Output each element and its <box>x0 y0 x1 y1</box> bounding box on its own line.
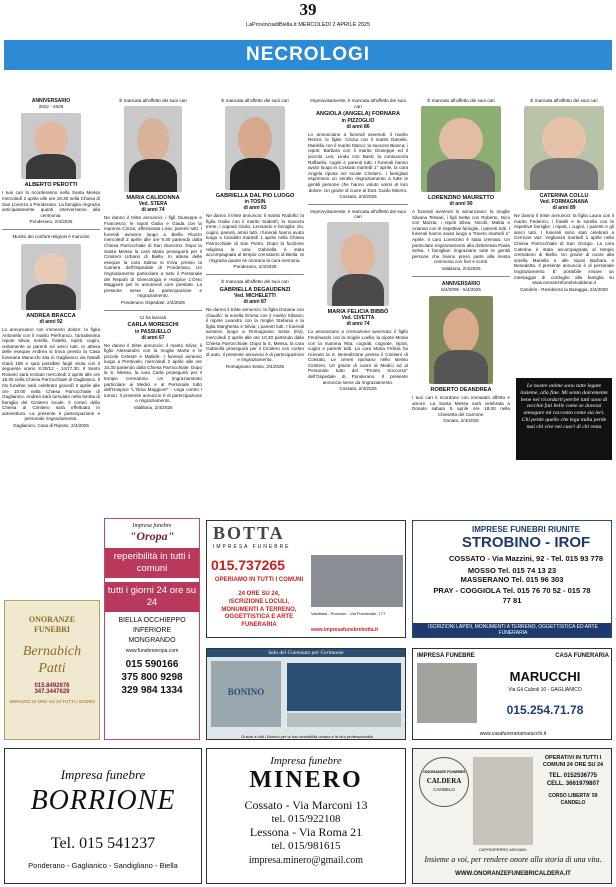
obit-sign: Donato, 2/4/2025 <box>443 418 479 424</box>
photo-lorenzino-mauretto <box>421 106 501 192</box>
ad-minero-t1: tel. 015/922108 <box>271 813 341 825</box>
ad-strobino-name: STROBINO - IROF <box>461 534 591 551</box>
obit-text: Lo annunciano a funerali avvenuti: il marito Renzo; le figlie: Cinzia con il marito Daniele, Mariella con il marito Marco; la suocera Bianca; i nipoti: Barbara con il marito Giuseppe ed il piccolo Leo; Linda con Basti; la consuocera Raffaella; cugini e parenti tutti. I funerali hanno avuto luogo in Cossato martedì 1° aprile, la cara Angela riposa nel locale Cimitero. I famigliari esprimono un sentito ringraziamento a tutte le gentili persone che hanno voluto unirsi al loro dolore. Un grazie di cuore al Dott. Guido Minero. <box>308 131 408 193</box>
obit-name: MARIA CALIDONNA <box>126 194 180 201</box>
ad-borrione-title: Impresa funebre <box>60 767 146 782</box>
ad-strobino <box>412 520 612 638</box>
obit-sign: Ponderano, 2/4/2025 <box>29 219 73 225</box>
ad-oropa-web: www.funebreoropa.com <box>125 648 179 654</box>
obit-text: Ne danno il triste annuncio: la figlia Doriana con Claudio; la sorella Emma con il marito Silvano; il nipote Leandro con la moglie Stefania e la figlia Margherita e Silvia; i parenti tutti. I funerali avranno luogo a Romagnano Sesia (No), mercoledì 2 aprile alle ore 10,30 partendo dalla Chiesa Parrocchiale. Dopo la S. Messa, la cara Gabriella proseguirà per il Cimitero con corteo di auto. Il presente annuncio è di partecipazione e ringraziamento. <box>206 306 304 363</box>
obit-name: MARIA FELICIA BIBBÒ <box>327 308 389 315</box>
ad-botta-l2: 24 ORE SU 24, <box>238 591 280 597</box>
ad-oropa-towns: BIELLA OCCHIEPPO INFERIORE MONGRANDO <box>118 617 186 644</box>
ad-oropa-line2: tutti i giorni 24 ore su 24 <box>105 582 199 612</box>
ad-bonino-name: BONINO <box>227 687 265 697</box>
obit-sign: Valdilana, 2/4/2025 <box>441 265 481 271</box>
masthead: LaProvinciadiBiella.it MERCOLEDÌ 2 APRILE 2025 <box>245 22 371 28</box>
ad-marucchi-title: IMPRESA FUNEBRE <box>417 653 475 659</box>
ad-bonino-contacts <box>287 663 401 711</box>
ad-oropa-line1: reperibilità in tutti i comuni <box>105 548 199 578</box>
ad-calderai-photo <box>473 757 533 845</box>
anniversary-label: ANNIVERSARIO <box>31 98 71 104</box>
obit-age: di anni 90 <box>449 201 473 207</box>
column-3 <box>206 98 304 508</box>
ad-calderai-name: CALDERA <box>426 777 462 785</box>
obit-sign: Cossato, 2/4/2025 <box>339 386 377 392</box>
ad-calderai-motto: Insieme a voi, per rendere onore alla storia di una vita. <box>424 855 602 864</box>
ad-bonino-foot: Grazie a tutti i Bonino per la loro sensibilità umana e la loro professionalità <box>241 734 373 739</box>
ad-oropa-tel3: 329 984 1334 <box>121 685 183 696</box>
ad-bernabich-tel1: 015.8492676 <box>34 683 70 689</box>
photo-maria-calidonna <box>124 106 182 192</box>
obit-name: LORENZINO MAURETTO <box>427 194 495 201</box>
obit-sign: Valdilana, 2/4/2025 <box>133 405 173 411</box>
ad-borrione <box>4 748 202 884</box>
ad-botta-tel: 015.737265 <box>211 557 285 573</box>
page-number: 39 <box>299 0 317 19</box>
ad-strobino-town2: MOSSO Tel. 015 74 13 23 <box>467 566 557 575</box>
ad-strobino-town1: COSSATO - Via Mazzini, 92 - Tel. 015 93 778 <box>448 554 604 563</box>
anniversary-years: 2022 - 2025 <box>38 104 64 110</box>
obit-text: A funerali avvenuti lo annunciano: la moglie Silvana Tessari, i figli Ivetta con Roberto, Nico con Marzia; i nipoti Silvia, Nicolò, Mattia e Arianna con le rispettive famiglie, i parenti tutti. I funerali hanno avuto luogo a Trivero martedì 1° Aprile. Il caro Lorenzino è stato cremato. Un particolare ringraziamento alla dottoressa Paola Selva. I famigliari ringraziano tutte le gentili persone che hanno preso parte alla mesta cerimonia con fiori e scritti. <box>412 209 510 265</box>
ad-marucchi-photo <box>417 663 477 723</box>
obit-sub: in PASSUELLO <box>134 328 172 335</box>
obit-sub: in PIZZOGLIO <box>341 117 375 124</box>
photo-andrea-bracca <box>21 244 81 310</box>
ad-bernabich-tel2: 347.3447629 <box>34 689 70 695</box>
column-5 <box>412 98 510 508</box>
ad-bonino-title: Sala del Commiato per Cerimonie <box>207 649 405 657</box>
ad-marucchi-tel: 015.254.71.78 <box>506 703 584 717</box>
obit-text: Ne danno il triste annuncio: la figlia Laura con il marito Federico; i fratelli e la sorella con le rispettive famiglie; i nipoti, i cugini, i parenti e gli amici tutti. I funerali sono stati celebrati a Cerrione Vaz. Veglianza martedì 1 aprile nella Chiesa Parrocchiale di San Giorgio. La cara Caterina è stata accompagnata al tempio crematorio di Biella. Un grazie di cuore alla sorella Mariella e alle nipoti Barbara e Benedetta. Il presente annuncio è di personale ringraziamento. E' possibile inviare un messaggio di cordoglio alla famiglia su www.onoranzefunebricalderai.it <box>514 213 614 286</box>
ad-borrione-tel: Tel. 015 541237 <box>50 835 156 852</box>
obit-age: di anni 67 <box>141 334 165 341</box>
obit-intro: Munito dei conforti religiosi è mancato <box>12 233 90 239</box>
ad-oropa <box>104 518 200 740</box>
ad-botta-l3: ISCRIZIONE LOCULI, MONUMENTI A TERRENO, OGGETTISTICA E ARTE FUNERARIA <box>221 599 297 628</box>
obit-sign: Ponderano, 2/4/2025 <box>233 264 277 270</box>
ad-calderai-tel1: TEL. 0152536775 <box>548 773 598 779</box>
ad-botta-sub: IMPRESA FUNEBRE <box>213 544 291 550</box>
ad-calderai-town: CANDELO <box>433 787 455 792</box>
obit-name: GABRIELLA DEGAUDENZI <box>219 286 291 293</box>
ad-bernabich-foot: SERVIZIO 24 ORE SU 24 TUTTI I GIORNI <box>9 699 95 704</box>
obit-sub: Ved. MICHELETTI <box>234 292 276 299</box>
obit-sub: in TOSIN <box>244 199 266 205</box>
ad-botta <box>206 520 406 638</box>
obit-intro: Improvvisamente, è mancata all'affetto dei suoi cari <box>310 208 406 220</box>
poem-box <box>516 378 612 460</box>
obit-text: I tuoi cari lo ricorderanno nella Santa Messa mercoledì 2 aprile alle ore 18.30 nella Chiesa di San Lorenzo a Ponderano. La famiglia ringrazia anticipatamente quanti interverranno alla cerimonia. <box>2 190 100 218</box>
obit-intro: Ci ha lasciati <box>139 314 167 320</box>
ad-bernabich <box>4 600 100 740</box>
obit-name: CARLA MORESCHI <box>127 322 179 329</box>
obit-intro: Improvvisamente, è mancata all'affetto dei suoi cari <box>310 98 406 109</box>
ad-bernabich-title: ONORANZE FUNEBRI <box>28 615 76 634</box>
obit-age: di anni 89 <box>552 205 576 211</box>
obit-intro: È mancato all'affetto dei suoi cari <box>427 98 495 103</box>
ad-botta-web: www.impresafunebrebotta.it <box>311 627 379 633</box>
obit-sub: Ved. STERA <box>138 201 168 207</box>
photo-caterina-collu <box>524 106 604 190</box>
obit-text: Lo annunciano con immenso dolore: la figlia Antonella con il marito Pierfranco, l'amatissima nipote Silvia; sorella, fratello, nipoti, cugini, unitamente ai parenti ed amici tutti. In attesa delle esequie Andrea si trova presso la Casa funeraria Marucchi sita in Gaglianico via Natalli Gaidi 156 e sarà possibile fargli visita con il seguente orario 8.30/12 - 14/17.30. Il Santo Rosario sarà recitato mercoledì 2 aprile alle ore 18.30 nella Chiesa Parrocchiale di Gaglianico. Il rito funebre sarà celebrato giovedì 3 aprile alle ore 10.00 nella Chiesa Parrocchiale di Gaglianico. Andrea sarà tumulato nella tomba di famiglia del Cimitero locale. Il corteo della Chiesa al Cimitero sarà effettuato in autovettura. La presente è partecipazione e personale ringraziamento. <box>2 326 100 422</box>
obit-intro: È mancata all'affetto dei suoi cari <box>221 98 289 103</box>
ad-calderai-title: ONORANZE FUNEBRI <box>423 769 465 774</box>
ad-oropa-tel1: 015 590166 <box>125 659 179 670</box>
ad-borrione-towns: Ponderano - Gaglianico - Sandigliano - Biella <box>28 861 178 870</box>
ad-calderai-web: WWW.ONORANZEFUNEBRICALDERA.IT <box>455 871 571 877</box>
column-4 <box>308 98 408 508</box>
obit-text: Ne danno il triste annuncio: i figli Giuseppe e Francesco; le nipoti Giulia e Giada con la mamma Cinzia; affezionata Licia; parenti tutti. I funerali avranno luogo a Biella Piazzo mercoledì 2 aprile alle ore 9.30 partendo dalla Chiesa Parrocchiale di San Giacomo. Dopo la Santa Messa la cara Maria proseguirà per il Cimitero Urbano di Biella. In attesa delle esequie la cara Salma si trova presso la Camera dell'Ospedale di Ponderano. Un ringraziamento particolare a tutto il Personale dei Reparti di Ginecologia e Hospice L'Orso Maggiore per le amorevoli cure prestate. La presente serve da partecipazione e ringraziamento. <box>104 215 202 299</box>
ad-oropa-brand: "Oropa" <box>129 529 175 543</box>
ad-minero-t2: tel. 015/981615 <box>271 840 341 852</box>
photo-maria-felicia-bibbo <box>327 222 389 306</box>
photo-roberto-deandrea <box>429 296 493 384</box>
ad-minero-name: MINERO <box>249 767 363 793</box>
obit-text: I tuoi cari ti ricordano con immutato affetto e amore. La Santa Messa sarà celebrata a Donato sabato 5 aprile ore 18.00 nella Chiesetta del Carmine. <box>412 394 510 417</box>
ad-marucchi-addr: Via Gli Calzoli 10 - GAGLIANICO <box>508 687 582 693</box>
ad-oropa-tel2: 375 800 9298 <box>121 672 183 683</box>
ad-oropa-title: Impresa funebre <box>132 523 172 529</box>
obit-intro: È mancata all'affetto dei suoi cari <box>119 98 187 103</box>
ad-marucchi <box>412 648 612 740</box>
ad-calderai-capo: CAPODIPERRO MICHAEL <box>478 847 528 852</box>
ad-minero-web: impresa.minero@gmail.com <box>248 855 364 866</box>
ad-botta-l1: OPERIAMO IN TUTTI I COMUNI <box>214 577 304 583</box>
obit-age: di anni 74 <box>346 321 370 328</box>
obit-sign: Candelo - Residenza la Baraggia, 2/4/2025 <box>520 286 608 292</box>
ad-strobino-foot: ISCRIZIONI LAPIDI, MONUMENTI A TERRENO, OGGETTISTICA ED ARTE FUNERARIA <box>413 623 612 637</box>
obit-sign: Ponderano Ospedale, 2/4/2025 <box>121 299 185 305</box>
obit-sign: Gaglianico, Casa di Riposo, 2/4/2025 <box>13 423 89 429</box>
obit-age: di anni 63 <box>243 205 267 211</box>
ad-calderai-tel2: CELL. 3661979807 <box>546 781 600 787</box>
ad-strobino-title: IMPRESE FUNEBRI RIUNITE <box>471 525 580 534</box>
ad-marucchi-web: www.casafunerariamarucchi.it <box>479 731 547 737</box>
obit-text: Lo annunciano a cremazione avvenuta: il figlio Ferdinando con la moglie Loella; la nipote Monia con la mamma Rita; cognati, cognate, nipoti, cugini e parenti tutti. La cara Maria Felicia ha ricevuto la S. Benedizione presso il Cimitero di Cossato. Le ceneri riposano nello stesso Cimitero. Un grazie di cuore al Medici ed al Personale tutto del "Pronto Soccorso" dell'Ospedale di Ponderano. Il presente annuncio serve da ringraziamento. <box>308 329 408 385</box>
section-banner: NECROLOGI <box>4 40 612 70</box>
ad-minero-title: Impresa funebre <box>270 755 342 767</box>
obit-text: Ne danno il triste annuncio: il marito Silvio; il figlio Alessandro con la moglie Marta e le piccole Celeste e Matilde. I funerali avranno luogo a Pretrivelo, mercoledì 2 aprile alle ore 10,30 partendo dalla Chiesa Parrocchiale. Dopo la S. Messa, la cara Carla proseguirà per il tempio crematorio. Un ringraziamento particolare ai Medici e al Personale tutto dell'Hospice "L'Orsa Maggiore" - Lega contro i tumori. Il presente annuncio è di partecipazione e ringraziamento. <box>104 342 202 404</box>
ad-botta-photo <box>311 555 403 607</box>
obit-name: ROBERTO DEANDREA <box>430 386 492 393</box>
ad-bonino <box>206 648 406 740</box>
obit-age: di anni 87 <box>243 298 267 305</box>
obit-text: Ne danno il triste annuncio: il marito Rodolfo; la figlia Giulia con il marito Sudesh; la suocera Irene; i cognati Giulio, Leonardo e famiglia; zio, cugini, parenti, amici tutti. I funerali hanno avuto luogo a Candelo martedì 1 aprile nella Chiesa Parrocchiale di San Pietro. Dopo la funzione religiosa la cara Gabriella è stata accompagnata al tempio crematorio di Biella. Si ringrazia quanti ne onorano la cara memoria. <box>206 213 304 263</box>
ad-minero-a2: Lessona - Via Roma 21 <box>249 825 363 839</box>
obit-sub: Ved. CIVETTA <box>341 315 375 322</box>
column-1 <box>2 98 100 598</box>
anniversary-label: ANNIVERSARIO <box>441 280 481 287</box>
photo-gabriella-dal-pio-luogo <box>225 106 285 190</box>
ad-bernabich-name: Bernabich Patti <box>22 644 82 676</box>
ad-calderai-op: OPERATIVI IN TUTTI I COMUNI 24 ORE SU 24 <box>542 755 604 768</box>
obit-name: GABRIELLA DAL PIO LUOGO <box>215 192 295 199</box>
obit-age: di anni 74 <box>141 207 165 213</box>
obit-name: CATERINA COLLU <box>539 192 589 199</box>
ad-minero <box>206 748 406 884</box>
ad-minero-a1: Cossato - Via Marconi 13 <box>244 798 368 812</box>
obit-sub: Ved. FORMAGNANA <box>539 199 589 205</box>
obit-sign: Cossato, 2/4/2025 <box>339 194 377 200</box>
obit-name: ANDREA BRACCA <box>26 312 76 319</box>
ad-botta-name: BOTTA <box>213 523 285 543</box>
column-2 <box>104 98 202 508</box>
poem-text: Le nostre anime sono tutte legate insieme, alla fine. Mi sento dolcemente bene nel ricordarti perché tutti sono di vecchie fati belle come se dovessi annegare mi racconto come sia ieri. Chi perde quello che lega nulla perde mai chi vive nei cuori di chi resta <box>520 383 608 430</box>
ad-calderai-addr: CORSO LIBERTA' 59 CANDELO <box>548 793 598 806</box>
ad-calderai <box>412 748 612 884</box>
obit-name: ANGIOLA (ANGELA) FORNARA <box>315 111 400 118</box>
ad-marucchi-name: MARUCCHI <box>509 669 581 684</box>
ad-botta-addr: Valdilana - Ponzone - Via Provinciale, 177 <box>311 611 386 616</box>
obit-intro: È mancata all'affetto dei suoi cari <box>221 278 289 284</box>
obit-age: di anni 92 <box>39 318 63 325</box>
obit-sign: Romagnano Sesia, 2/4/2025 <box>225 363 285 369</box>
ad-borrione-name: BORRIONE <box>30 785 176 816</box>
obit-age: di anni 86 <box>346 123 370 130</box>
obit-name: ALBERTO PEROTTI <box>24 182 78 188</box>
ad-strobino-town3: MASSERANO Tel. 015 96 303 <box>460 575 564 584</box>
ad-bonino-building <box>287 713 401 727</box>
ad-strobino-town4: PRAY - COGGIOLA Tel. 015 76 70 52 - 015 78 77 81 <box>433 586 591 605</box>
anniversary-years: 5/4/2005 - 5/4/2025 <box>441 286 481 292</box>
ad-marucchi-title2: CASA FUNERARIA <box>555 653 609 659</box>
obit-intro: È mancata all'affetto dei suoi cari <box>530 98 598 103</box>
photo-alberto-perotti <box>21 113 81 179</box>
